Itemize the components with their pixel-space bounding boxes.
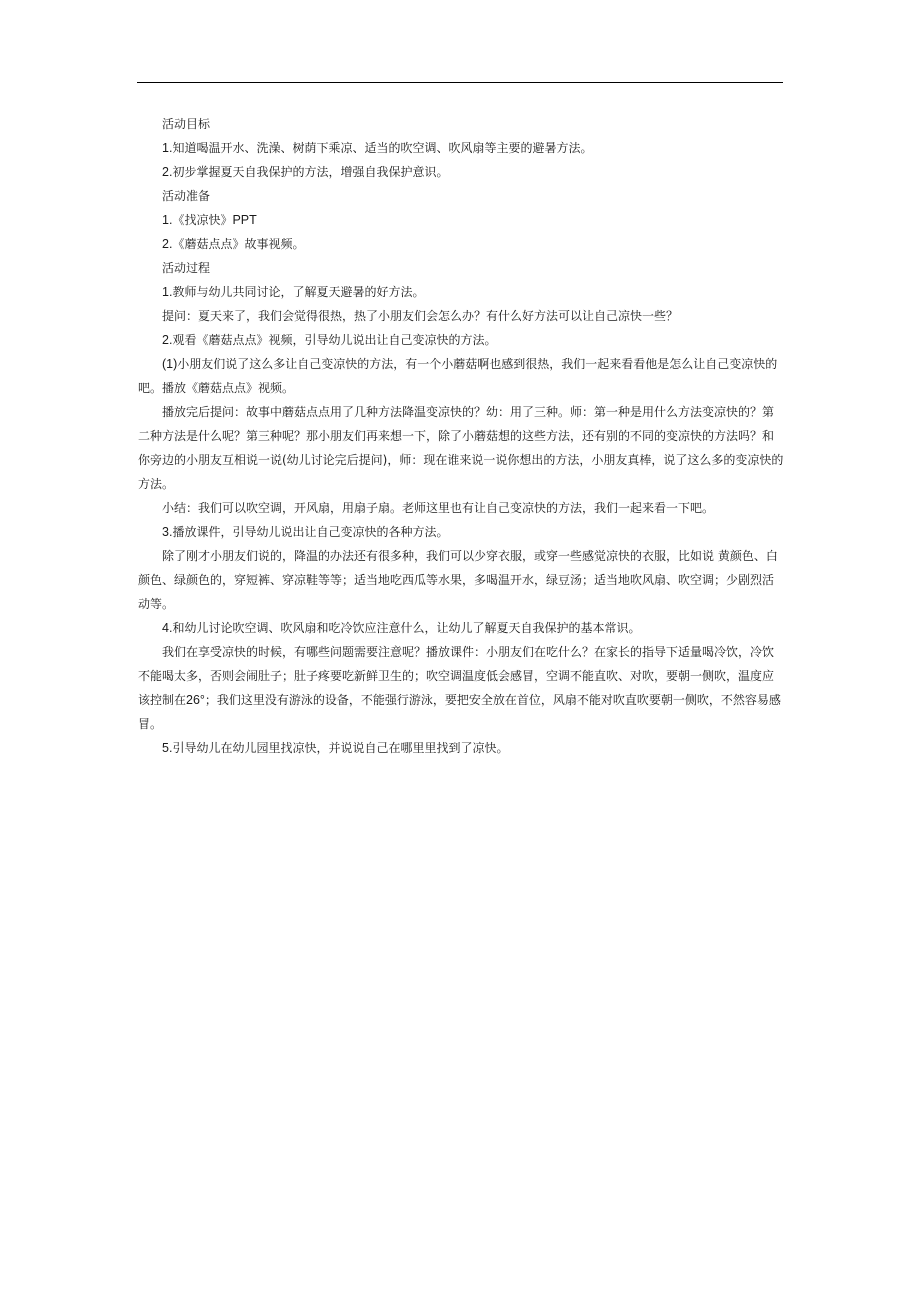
step-5 [138,736,784,760]
step-4-detail-a: 我们在享受凉快的时候，有哪些问题需要注意呢？播放课件：小朋友们在吃什么？在家长的指导下适量喝冷饮，冷饮不能喝太多，否则会闹肚子；肚子疼要吃新鲜卫生的；吹空调温度低会感冒，空调不能直吹、对吹，要朝一侧吹，温度应该控制在 [138,645,775,707]
prep-item-1-num: 1. [162,213,173,227]
step-2-after [138,400,784,496]
step-2-num: 2. [162,333,173,347]
step-3-num: 3. [162,525,173,539]
prep-heading [138,184,784,208]
prep-item-1 [138,208,784,232]
step-1-question-text: 提问：夏天来了，我们会觉得很热，热了小朋友们会怎么办？有什么好方法可以让自己凉快一些？ [162,309,679,323]
process-heading-text: 活动过程 [162,261,211,275]
step-3-detail [138,544,784,616]
goal-item-2-num: 2. [162,165,173,179]
prep-item-2-num: 2. [162,237,173,251]
step-2-sub-text: 小朋友们说了这么多让自己变凉快的方法，有一个小蘑菇啊也感到很热，我们一起来看看他是怎么让自己变凉快的吧。播放《蘑菇点点》视频。 [138,357,778,395]
goal-item-1-num: 1. [162,141,173,155]
prep-item-2-text: 《蘑菇点点》故事视频。 [172,237,305,251]
step-2-summary-text: 小结：我们可以吹空调，开风扇，用扇子扇。老师这里也有让自己变凉快的方法，我们一起来看一下吧。 [162,501,715,515]
step-3-text: 播放课件，引导幼儿说出让自己变凉快的各种方法。 [172,525,449,539]
goal-item-1 [138,136,784,160]
step-2-text: 观看《蘑菇点点》视频，引导幼儿说出让自己变凉快的方法。 [172,333,497,347]
step-1-num: 1. [162,285,173,299]
step-4-detail-b: ；我们这里没有游泳的设备，不能强行游泳，要把安全放在首位，风扇不能对吹直吹要朝一侧吹，不然容易感冒。 [138,693,781,731]
goal-heading [138,112,784,136]
goal-heading-text: 活动目标 [162,117,211,131]
step-1-text: 教师与幼儿共同讨论，了解夏天避暑的好方法。 [172,285,425,299]
process-heading [138,256,784,280]
step-3 [138,520,784,544]
step-3-detail-text: 除了刚才小朋友们说的，降温的办法还有很多种，我们可以少穿衣服，或穿一些感觉凉快的衣服，比如说 黄颜色、白颜色、绿颜色的，穿短裤、穿凉鞋等等；适当地吃西瓜等水果，多喝温开水，绿豆汤；适当地吹风扇、吹空调；少剧烈活动等。 [138,549,778,611]
step-2-after-text: 播放完后提问：故事中蘑菇点点用了几种方法降温变凉快的？幼：用了三种。师：第一种是用什么方法变凉快的？第二种方法是什么呢？第三种呢？那小朋友们再来想一下，除了小蘑菇想的这些方法，还有别的不同的变凉快的方法吗？和你旁边的小朋友互相说一说(幼儿讨论完后提问)，师：现在谁来说一说你想出的方法，小朋友真棒，说了这么多的变凉快的方法。 [138,405,784,491]
step-4 [138,616,784,640]
step-1-question [138,304,784,328]
step-2-sub-num: (1) [162,357,178,371]
step-5-text: 引导幼儿在幼儿园里找凉快，并说说自己在哪里里找到了凉快。 [172,741,509,755]
step-4-text: 和幼儿讨论吹空调、吹风扇和吃冷饮应注意什么，让幼儿了解夏天自我保护的基本常识。 [172,621,641,635]
prep-item-1-text: 《找凉快》 [172,213,233,227]
prep-heading-text: 活动准备 [162,189,211,203]
prep-item-2 [138,232,784,256]
prep-item-1-ppt: PPT [232,213,257,227]
step-4-detail-temp: 26° [186,693,205,707]
step-5-num: 5. [162,741,173,755]
step-4-num: 4. [162,621,173,635]
goal-item-1-text: 知道喝温开水、洗澡、树荫下乘凉、适当的吹空调、吹风扇等主要的避暑方法。 [172,141,593,155]
goal-item-2 [138,160,784,184]
step-2-summary [138,496,784,520]
goal-item-2-text: 初步掌握夏天自我保护的方法，增强自我保护意识。 [172,165,449,179]
step-2-sub [138,352,784,400]
step-1 [138,280,784,304]
header-rule [137,82,783,83]
step-4-detail [138,640,784,736]
document-body [138,112,784,760]
step-2 [138,328,784,352]
